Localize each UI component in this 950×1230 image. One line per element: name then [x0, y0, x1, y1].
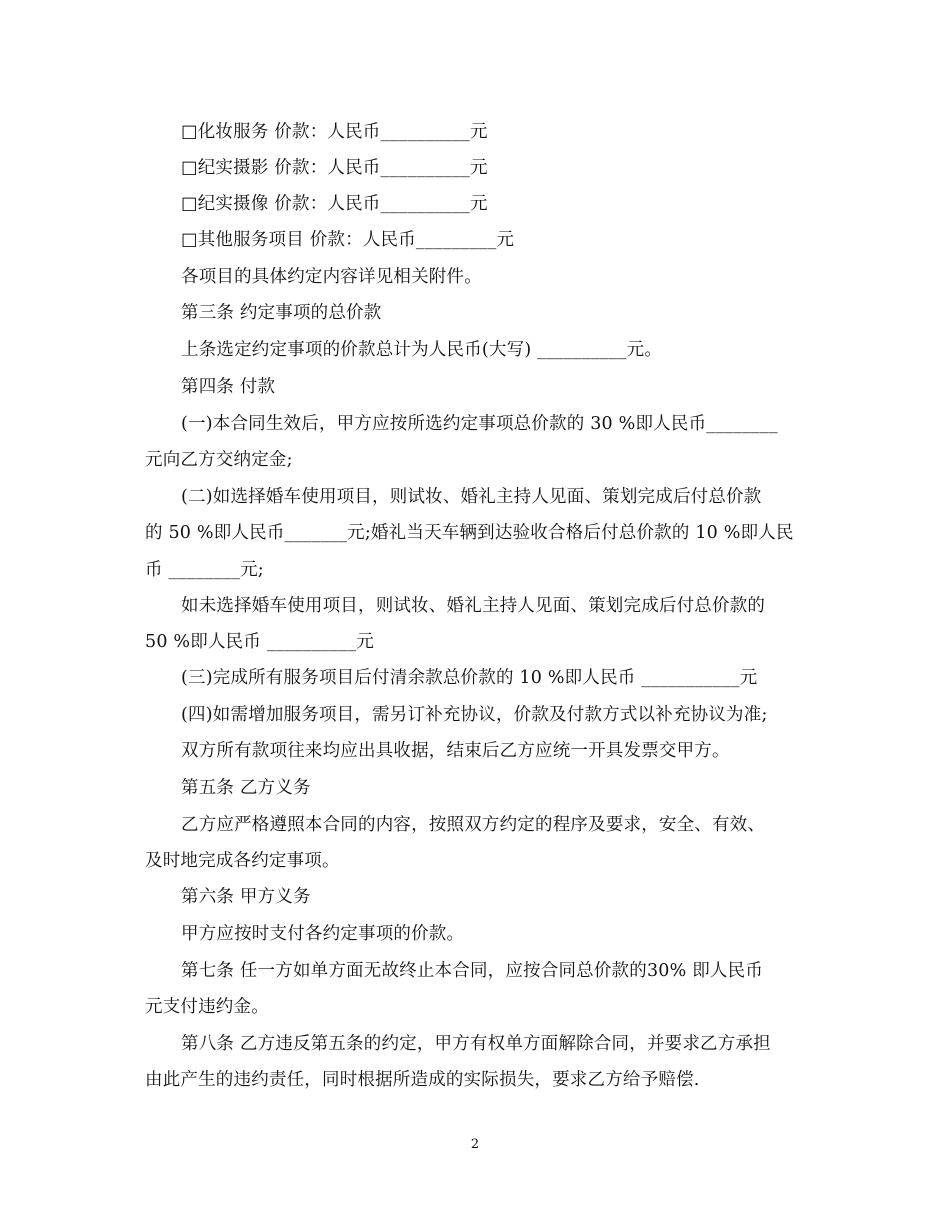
article-5-text-line-1: 乙方应严格遵照本合同的内容，按照双方约定的程序及要求，安全、有效、 [181, 815, 766, 835]
article-3-heading: 第三条 约定事项的总价款 [181, 303, 382, 323]
article-8-line-2: 由此产生的违约责任，同时根据所造成的实际损失，要求乙方给予赔偿. [145, 1070, 700, 1090]
article-8-line-1: 第八条 乙方违反第五条的约定，甲方有权单方面解除合同，并要求乙方承担 [181, 1034, 771, 1054]
option-makeup-service: □化妆服务 价款：人民币__________元 [181, 122, 488, 142]
article-4-clause-4: (四)如需增加服务项目，需另订补充协议，价款及付款方式以补充协议为准; [181, 705, 768, 725]
article-4-clause-3: (三)完成所有服务项目后付清余款总价款的 10 %即人民币 ___________元 [181, 668, 758, 688]
article-4-clause-2-line-1: (二)如选择婚车使用项目，则试妆、婚礼主持人见面、策划完成后付总价款 [181, 487, 762, 507]
option-documentary-video: □纪实摄像 价款：人民币__________元 [181, 194, 488, 214]
option-documentary-photography: □纪实摄影 价款：人民币__________元 [181, 158, 488, 178]
article-7-line-1: 第七条 任一方如单方面无故终止本合同，应按合同总价款的30% 即人民币 [181, 961, 764, 981]
article-4-clause-2-line-3: 币 ________元; [145, 560, 264, 580]
article-3-text: 上条选定约定事项的价款总计为人民币(大写) __________元。 [181, 340, 663, 360]
article-4-clause-1-line-2: 元向乙方交纳定金; [145, 450, 293, 470]
article-6-text: 甲方应按时支付各约定事项的价款。 [181, 924, 465, 944]
article-4-alt-line-1: 如未选择婚车使用项目，则试妆、婚礼主持人见面、策划完成后付总价款的 [181, 596, 766, 616]
article-6-heading: 第六条 甲方义务 [181, 887, 311, 907]
article-7-line-2: 元支付违约金。 [145, 997, 269, 1017]
article-4-clause-2-line-2: 的 50 %即人民币_______元;婚礼当天车辆到达验收合格后付总价款的 10 %即人民 [145, 523, 794, 543]
page-number: 2 [470, 1137, 480, 1152]
option-other-services: □其他服务项目 价款：人民币_________元 [181, 230, 515, 250]
article-4-clause-1-line-1: (一)本合同生效后，甲方应按所选约定事项总价款的 30 %即人民币________ [181, 414, 778, 434]
article-5-heading: 第五条 乙方义务 [181, 778, 311, 798]
article-4-heading: 第四条 付款 [181, 377, 276, 397]
article-4-alt-line-2: 50 %即人民币 __________元 [145, 632, 375, 652]
paragraph-attachments-note: 各项目的具体约定内容详见相关附件。 [181, 267, 482, 287]
article-5-text-line-2: 及时地完成各约定事项。 [145, 851, 340, 871]
article-4-receipts: 双方所有款项往来均应出具收据，结束后乙方应统一开具发票交甲方。 [181, 741, 730, 761]
